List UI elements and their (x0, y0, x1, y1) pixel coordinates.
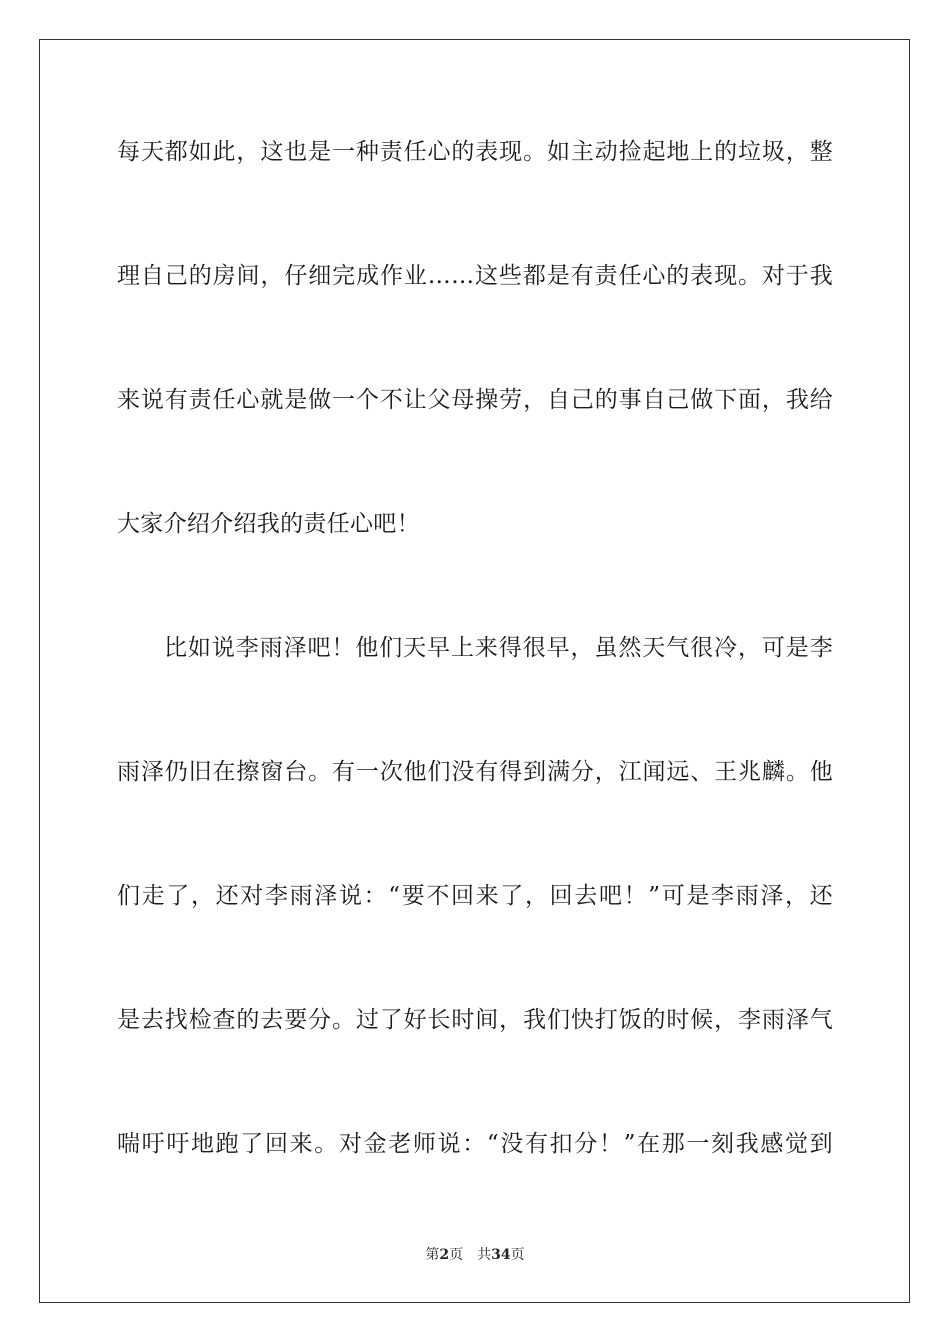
page-label-suffix: 页 (449, 1247, 464, 1263)
body-text-line-8: 是去找检查的去要分。过了好长时间，我们快打饭的时候，李雨泽气 (117, 1007, 833, 1033)
page-footer (0, 1246, 950, 1264)
body-text-line-7: 们走了，还对李雨泽说：“要不回来了，回去吧！”可是李雨泽，还 (117, 883, 833, 909)
body-text-line-4: 大家介绍介绍我的责任心吧！ (117, 511, 420, 537)
page-label-prefix: 第 (425, 1247, 440, 1263)
page-border (39, 39, 910, 1303)
body-text-line-5: 比如说李雨泽吧！他们天早上来得很早，虽然天气很冷，可是李 (164, 635, 833, 661)
body-text-line-2: 理自己的房间，仔细完成作业……这些都是有责任心的表现。对于我 (117, 263, 833, 289)
body-text-line-1: 每天都如此，这也是一种责任心的表现。如主动捡起地上的垃圾，整 (117, 139, 833, 165)
current-page-number: 2 (439, 1247, 450, 1263)
total-label-suffix: 页 (510, 1247, 525, 1263)
body-text-line-9: 喘吁吁地跑了回来。对金老师说：“没有扣分！”在那一刻我感觉到 (117, 1131, 833, 1157)
body-text-line-6: 雨泽仍旧在擦窗台。有一次他们没有得到满分，江闻远、王兆麟。他 (117, 759, 833, 785)
body-text-line-3: 来说有责任心就是做一个不让父母操劳，自己的事自己做下面，我给 (117, 387, 833, 413)
total-pages-number: 34 (491, 1247, 511, 1263)
total-label-prefix: 共 (477, 1247, 492, 1263)
